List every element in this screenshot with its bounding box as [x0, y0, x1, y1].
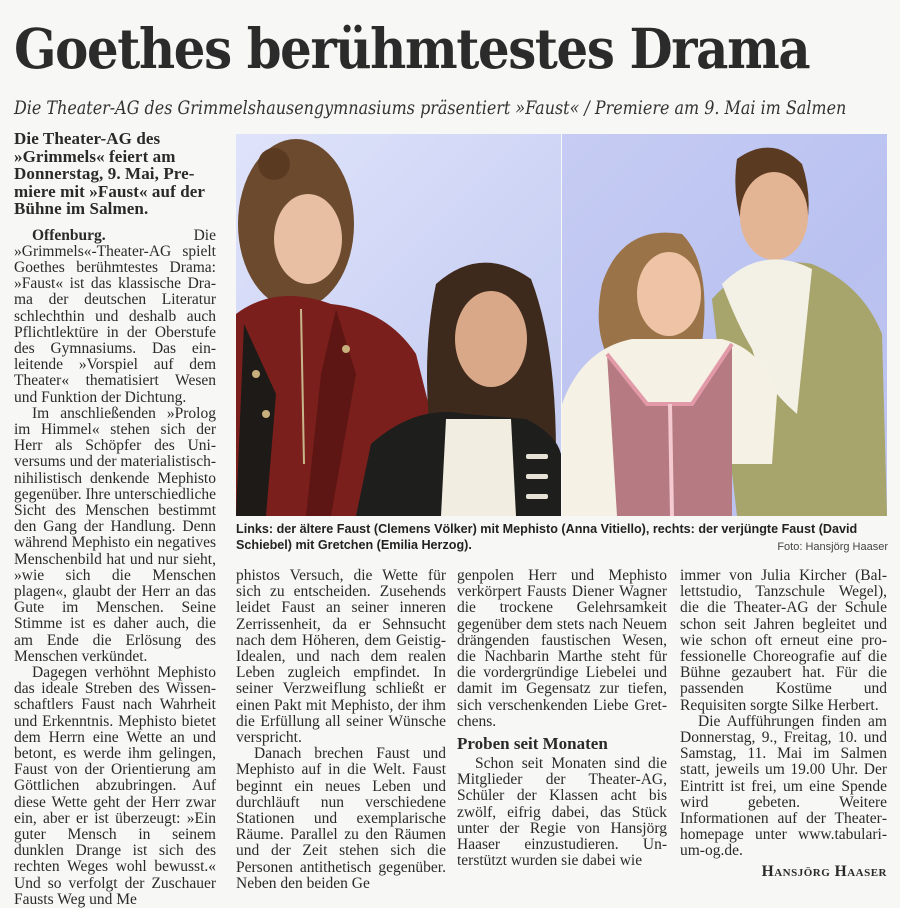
article-column-3 [457, 568, 667, 869]
photo-caption: Links: der ältere Faust (Clemens Völker) mit Mephisto (Anna Vitiello), rechts: der verjüngte Faust (David Schiebel) mit Gretchen (Emilia Herzog). [236, 522, 858, 552]
paragraph-text: Die »Grimmels«-Theater-AG spielt Goethes berühmtestes Drama: »Faust« ist das klassische Drama der deutschen Literatur schlechthin und deshalb auch Pflichtlektüre in der Oberstufe des Gymnasiums. Das einleitende »Vorspiel auf dem Theater« thematisiert Wesen und Funktion der Dichtung. [14, 226, 216, 406]
mephisto-and-faust-illustration [236, 134, 561, 516]
gretchen-and-young-faust-illustration [562, 134, 887, 516]
author-byline: Hansjörg Haaser [761, 862, 887, 880]
photo-credit: Foto: Hansjörg Haaser [777, 541, 888, 553]
article-paragraph-2: Im anschließenden »Prolog im Himmel« stehen sich der Herr als Schöpfer des Universums und der materialistisch-nihilistisch denkende Mephisto gegenüber. Ihre unterschiedliche Sicht des Menschen bestimmt den Gang der Handlung. Denn während Mephisto ein negatives Menschenbild hat und nur sieht, »wie sich die Menschen plagen«, glaubt der Herr an das Gute im Menschen. Seine Stimme ist es daher auch, die am Ende die Erlösung des Menschen verkündet. [14, 404, 216, 665]
photo-right-panel [562, 134, 887, 516]
article-headline: Goethes berühmtestes Drama [14, 16, 810, 81]
article-column-4 [680, 568, 887, 880]
article-paragraph-9: Die Aufführungen finden am Donnerstag, 9., Freitag, 10. und Samstag, 11. Mai im Salmen statt, jeweils um 19.00 Uhr. Der Eintritt ist frei, um eine Spende wird gebeten. Weitere Informationen auf der Theaterhomepage unter www.tabularium-og.de. [680, 712, 887, 860]
section-heading: Proben seit Monaten [457, 734, 608, 754]
article-teaser: Die Theater-AG des »Grimmels« feiert am Donnerstag, 9. Mai, Premiere mit »Faust« auf der Bühne im Salmen. [14, 129, 205, 218]
article-paragraph-4: phistos Versuch, die Wette für sich zu entscheiden. Zusehends leidet Faust an seiner inneren Zerrissenheit, da er Sehnsucht nach dem Höheren, dem Geistig-Idealen, und nach dem realen Leben zugleich empfindet. In seiner Verzweiflung schließt er einen Pakt mit Mephisto, der ihm die Erfüllung all seiner Wünsche verspricht. [236, 567, 446, 747]
article-paragraph-3: Dagegen verhöhnt Mephisto das ideale Streben des Wissenschaftlers Faust nach Wahrheit und Erkenntnis. Mephisto bietet dem Herrn eine Wette an und betont, es werde ihm gelingen, Faust von der Orientierung am Göttlichen abzubringen. Auf diese Wette geht der Herr zwar ein, aber er ist überzeugt: »Ein guter Mensch in seinem dunklen Drange ist sich des rechten Weges wohl bewusst.« Und so verfolgt der Zuschauer Fausts Weg und Me [14, 663, 216, 908]
article-column-2 [236, 568, 446, 892]
article-paragraph-8: immer von Julia Kircher (Ballettstudio, Tanzschule Wegel), die die Theater-AG der Schule schon seit Jahren begleitet und wie schon oft erneut eine professionelle Choreografie auf die Bühne gezaubert hat. Für die passenden Kostüme und Requisiten sorgte Silke Herbert. [680, 567, 887, 714]
photo-left-panel [236, 134, 561, 516]
article-paragraph-7: Schon seit Monaten sind die Mitglieder der Theater-AG, Schüler der Klassen acht bis zwölf, eifrig dabei, das Stück unter der Regie von Hansjörg Haaser einzustudieren. Unterstützt wurden sie dabei wie [457, 755, 667, 870]
article-paragraph-6: genpolen Herr und Mephisto verkörpert Fausts Diener Wagner die trockene Gelehrsamkeit gegenüber dem stets nach Neuem drängenden faustischen Wesen, die Nachbarin Marthe steht für die vordergründige Liebelei und damit im Gegensatz zur tiefen, sich verschenkenden Liebe Gretchens. [457, 567, 667, 730]
dateline: Offenburg. [32, 226, 106, 244]
article-column-1 [14, 130, 216, 908]
article-subheadline: Die Theater-AG des Grimmelshausengymnasiums präsentiert »Faust« / Premiere am 9. Mai im Salmen [14, 97, 847, 119]
article-paragraph-5: Danach brechen Faust und Mephisto auf in die Welt. Faust beginnt ein neues Leben und durchläuft nun verschiedene Stationen und exemplarische Räume. Parallel zu den Räumen und der Zeit stehen sich die Personen antithetisch gegenüber. Neben den beiden Ge [236, 745, 446, 892]
article-paragraph-1 [14, 228, 216, 406]
article-photo [236, 134, 887, 516]
